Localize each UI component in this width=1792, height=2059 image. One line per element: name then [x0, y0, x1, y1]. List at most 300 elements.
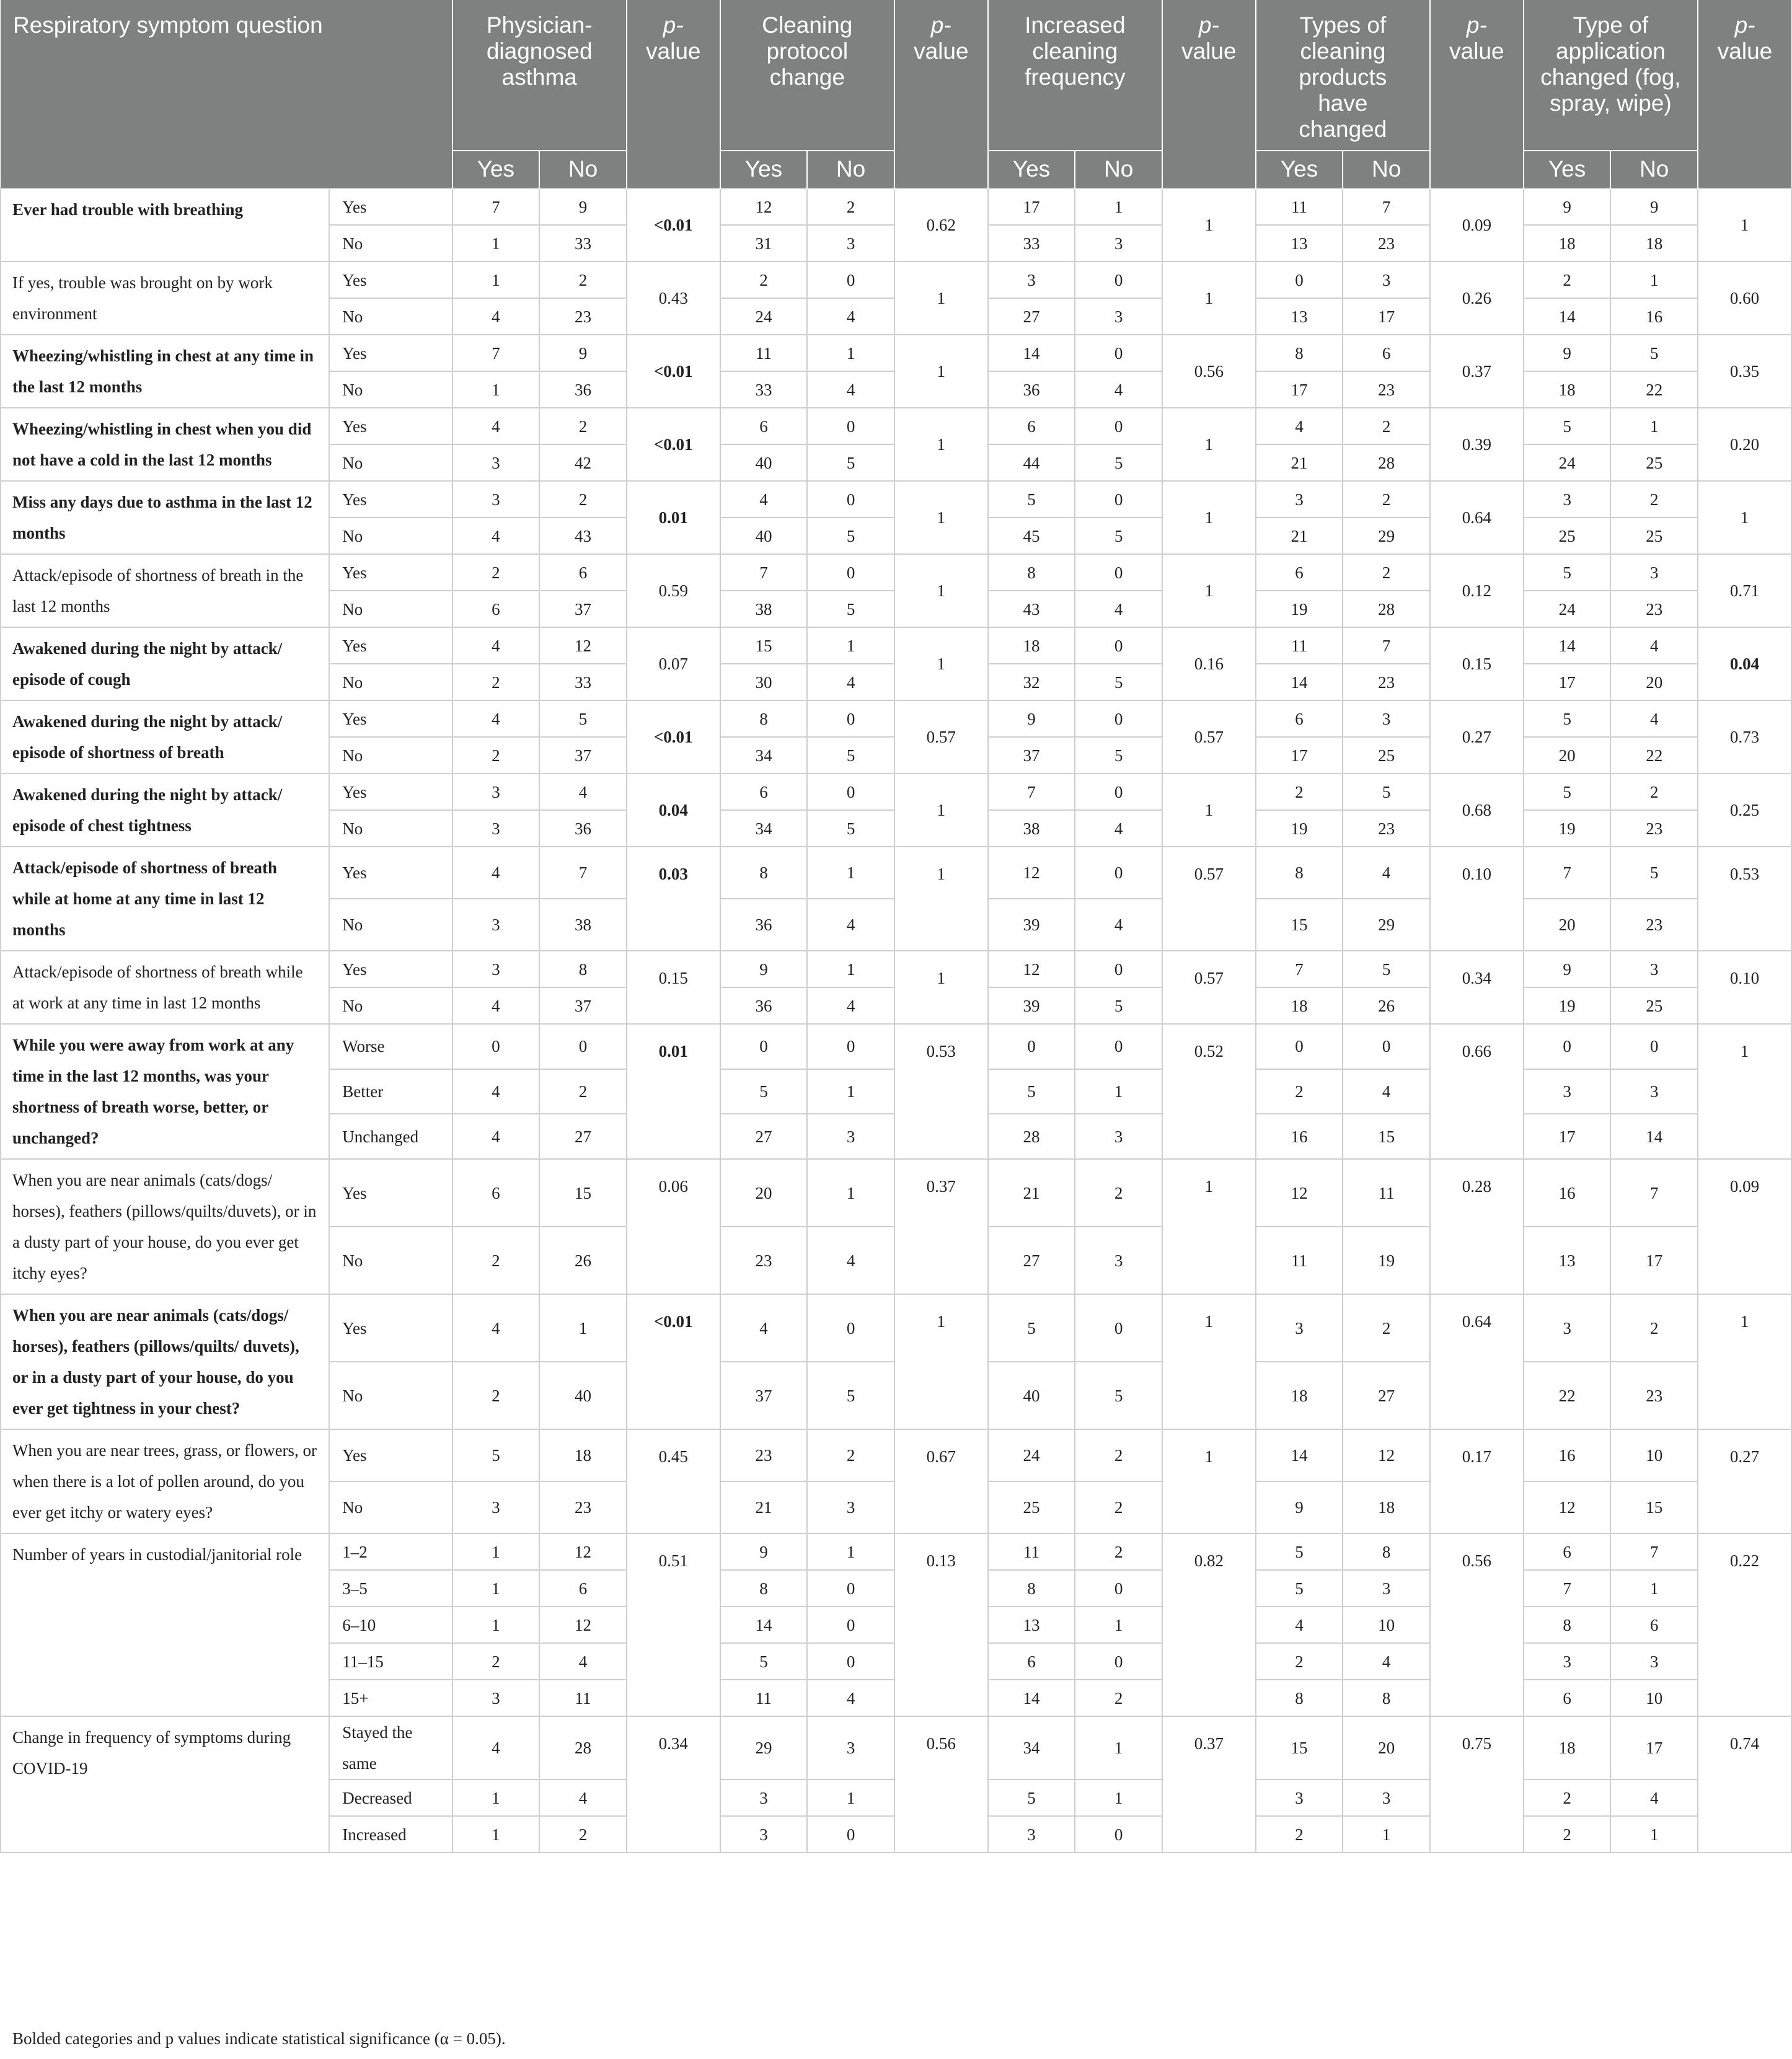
yes-count-cell: 3 [1524, 481, 1611, 518]
no-count-cell: 2 [1075, 1429, 1162, 1481]
yes-count-cell: 3 [988, 1816, 1075, 1853]
yes-count-cell: 38 [988, 810, 1075, 847]
pvalue-cell: 0.17 [1430, 1429, 1524, 1533]
pvalue-cell: 0.27 [1430, 700, 1524, 774]
yes-count-cell: 6 [452, 1159, 540, 1227]
yes-count-cell: 13 [1524, 1227, 1611, 1294]
no-count-cell: 37 [539, 591, 627, 627]
pvalue-cell: 0.26 [1430, 262, 1524, 335]
pvalue-cell: 0.37 [894, 1159, 988, 1294]
yes-count-cell: 9 [1524, 188, 1611, 225]
pvalue-cell: 0.75 [1430, 1716, 1524, 1853]
pvalue-cell: 1 [1162, 408, 1256, 481]
question-cell: When you are near animals (cats/dogs/ horses), feathers (pillows/quilts/ duvets), or in a dusty part of your house, do you ever get tightness in your chest? [1, 1294, 329, 1429]
no-count-cell: 0 [1075, 481, 1162, 518]
pvalue-cell: 1 [894, 627, 988, 700]
response-level-cell: No [329, 737, 452, 774]
no-count-cell: 0 [1075, 774, 1162, 810]
no-count-cell: 4 [1343, 1643, 1430, 1680]
response-level-cell: Yes [329, 188, 452, 225]
no-count-cell: 5 [1075, 664, 1162, 700]
yes-count-cell: 19 [1256, 810, 1343, 847]
response-level-cell: No [329, 987, 452, 1024]
response-level-cell: No [329, 298, 452, 335]
question-cell: While you were away from work at any time in the last 12 months, was your shortness of breath worse, better, or unchanged? [1, 1024, 329, 1159]
question-cell: Awakened during the night by attack/ episode of chest tightness [1, 774, 329, 847]
no-count-cell: 2 [539, 1069, 627, 1114]
no-count-cell: 1 [1610, 1570, 1698, 1607]
yes-count-cell: 1 [452, 262, 540, 298]
no-count-cell: 4 [807, 899, 894, 951]
yes-count-cell: 27 [988, 298, 1075, 335]
no-count-cell: 2 [1075, 1481, 1162, 1533]
no-count-cell: 23 [1610, 899, 1698, 951]
no-count-cell: 18 [1610, 225, 1698, 262]
yes-count-cell: 8 [1524, 1607, 1611, 1643]
yes-count-cell: 11 [720, 1680, 808, 1716]
no-subheader: No [1610, 151, 1698, 188]
yes-count-cell: 36 [720, 899, 808, 951]
no-subheader: No [1343, 151, 1430, 188]
yes-count-cell: 37 [720, 1362, 808, 1429]
pvalue-cell: 1 [1162, 1294, 1256, 1429]
yes-count-cell: 4 [452, 298, 540, 335]
group-header-line: Physician- [486, 12, 593, 38]
yes-count-cell: 34 [988, 1716, 1075, 1779]
yes-count-cell: 1 [452, 1816, 540, 1853]
no-count-cell: 5 [807, 810, 894, 847]
no-count-cell: 0 [1075, 700, 1162, 737]
response-level-cell: Yes [329, 700, 452, 737]
yes-count-cell: 18 [1256, 1362, 1343, 1429]
group-header-line: products [1299, 64, 1387, 90]
no-count-cell: 4 [1343, 847, 1430, 899]
no-count-cell: 22 [1610, 371, 1698, 408]
pvalue-cell: 0.74 [1698, 1716, 1791, 1853]
no-count-cell: 5 [1075, 444, 1162, 481]
pvalue-cell: 1 [1162, 188, 1256, 262]
no-count-cell: 1 [807, 847, 894, 899]
pvalue-cell: 0.64 [1430, 481, 1524, 554]
pvalue-header-line: p- [1198, 12, 1219, 38]
question-cell: Attack/episode of shortness of breath in the last 12 months [1, 554, 329, 627]
no-count-cell: 1 [1075, 1607, 1162, 1643]
no-count-cell: 5 [1075, 518, 1162, 554]
yes-count-cell: 1 [452, 1779, 540, 1816]
yes-count-cell: 14 [988, 1680, 1075, 1716]
yes-count-cell: 5 [720, 1069, 808, 1114]
pvalue-cell: 0.16 [1162, 627, 1256, 700]
yes-count-cell: 8 [720, 700, 808, 737]
no-count-cell: 0 [807, 262, 894, 298]
no-count-cell: 15 [1610, 1481, 1698, 1533]
table-header [1, 0, 1791, 188]
pvalue-cell: 0.68 [1430, 774, 1524, 847]
response-level-cell: Yes [329, 262, 452, 298]
no-count-cell: 0 [1075, 1024, 1162, 1069]
no-count-cell: 3 [1610, 1643, 1698, 1680]
no-count-cell: 2 [807, 1429, 894, 1481]
yes-count-cell: 19 [1524, 810, 1611, 847]
no-count-cell: 33 [539, 664, 627, 700]
yes-count-cell: 5 [1524, 554, 1611, 591]
no-count-cell: 28 [1343, 591, 1430, 627]
pvalue-cell: 0.73 [1698, 700, 1791, 774]
no-count-cell: 0 [1075, 847, 1162, 899]
yes-count-cell: 2 [452, 664, 540, 700]
no-count-cell: 2 [1610, 1294, 1698, 1362]
yes-count-cell: 37 [988, 737, 1075, 774]
no-count-cell: 2 [539, 262, 627, 298]
no-count-cell: 6 [1610, 1607, 1698, 1643]
no-count-cell: 2 [539, 481, 627, 518]
group-header-line: cleaning [1300, 38, 1386, 64]
yes-count-cell: 40 [720, 518, 808, 554]
yes-count-cell: 9 [1256, 1481, 1343, 1533]
yes-count-cell: 12 [720, 188, 808, 225]
yes-count-cell: 12 [988, 847, 1075, 899]
pvalue-cell: 1 [1698, 481, 1791, 554]
question-cell: Attack/episode of shortness of breath while at home at any time in last 12 months [1, 847, 329, 951]
no-count-cell: 0 [1075, 335, 1162, 371]
yes-count-cell: 23 [720, 1429, 808, 1481]
yes-count-cell: 19 [1524, 987, 1611, 1024]
yes-count-cell: 8 [1256, 1680, 1343, 1716]
no-count-cell: 1 [807, 1069, 894, 1114]
pvalue-cell: 0.09 [1698, 1159, 1791, 1294]
group-header-line: changed (fog, [1540, 64, 1681, 90]
no-count-cell: 2 [1343, 554, 1430, 591]
response-level-cell: 11–15 [329, 1643, 452, 1680]
yes-count-cell: 3 [1256, 1779, 1343, 1816]
yes-count-cell: 3 [988, 262, 1075, 298]
no-count-cell: 2 [1075, 1533, 1162, 1570]
no-count-cell: 0 [1075, 1643, 1162, 1680]
no-count-cell: 1 [807, 627, 894, 664]
question-cell: Wheezing/whistling in chest at any time in the last 12 months [1, 335, 329, 408]
yes-count-cell: 28 [988, 1114, 1075, 1159]
yes-count-cell: 3 [720, 1816, 808, 1853]
yes-count-cell: 2 [1256, 774, 1343, 810]
group-header-line: have [1318, 90, 1368, 116]
response-level-cell: No [329, 225, 452, 262]
pvalue-header-line: p- [1466, 12, 1487, 38]
no-count-cell: 15 [539, 1159, 627, 1227]
pvalue-cell: 1 [894, 951, 988, 1024]
group-header [720, 0, 894, 151]
yes-count-cell: 24 [1524, 444, 1611, 481]
no-count-cell: 4 [539, 1643, 627, 1680]
group-header-line: cleaning [1032, 38, 1118, 64]
no-count-cell: 1 [807, 1533, 894, 1570]
pvalue-cell: 0.34 [627, 1716, 720, 1853]
table-row [1, 1533, 1791, 1570]
yes-count-cell: 3 [452, 1481, 540, 1533]
yes-count-cell: 3 [452, 810, 540, 847]
no-count-cell: 16 [1610, 298, 1698, 335]
pvalue-header-line: p- [930, 12, 951, 38]
yes-count-cell: 2 [1524, 1816, 1611, 1853]
yes-count-cell: 17 [1524, 1114, 1611, 1159]
no-count-cell: 4 [1075, 591, 1162, 627]
yes-count-cell: 8 [720, 1570, 808, 1607]
no-count-cell: 10 [1343, 1607, 1430, 1643]
pvalue-cell: 0.45 [627, 1429, 720, 1533]
yes-count-cell: 0 [1256, 262, 1343, 298]
yes-count-cell: 0 [720, 1024, 808, 1069]
yes-count-cell: 3 [452, 444, 540, 481]
response-level-cell: No [329, 664, 452, 700]
table-footnote: Bolded categories and p values indicate statistical significance (α = 0.05). [12, 2029, 506, 2048]
yes-count-cell: 14 [1524, 298, 1611, 335]
no-subheader: No [539, 151, 627, 188]
pvalue-cell: 0.10 [1698, 951, 1791, 1024]
no-count-cell: 26 [1343, 987, 1430, 1024]
yes-count-cell: 36 [720, 987, 808, 1024]
yes-count-cell: 0 [1524, 1024, 1611, 1069]
no-count-cell: 12 [1343, 1429, 1430, 1481]
group-header-line: spray, wipe) [1550, 90, 1672, 116]
no-count-cell: 0 [807, 554, 894, 591]
no-count-cell: 5 [807, 1362, 894, 1429]
yes-count-cell: 4 [452, 1716, 540, 1779]
pvalue-cell: 0.27 [1698, 1429, 1791, 1533]
yes-count-cell: 19 [1256, 591, 1343, 627]
response-level-cell: Unchanged [329, 1114, 452, 1159]
no-count-cell: 3 [1075, 298, 1162, 335]
pvalue-cell: 0.37 [1162, 1716, 1256, 1853]
no-count-cell: 4 [1343, 1069, 1430, 1114]
pvalue-header-line: value [646, 38, 701, 64]
pvalue-cell: 0.20 [1698, 408, 1791, 481]
question-cell: When you are near animals (cats/dogs/ horses), feathers (pillows/quilts/duvets), or in a dusty part of your house, do you ever get itchy eyes? [1, 1159, 329, 1294]
pvalue-cell: 0.64 [1430, 1294, 1524, 1429]
no-count-cell: 17 [1610, 1227, 1698, 1294]
yes-count-cell: 1 [452, 1607, 540, 1643]
pvalue-column-header [894, 0, 988, 188]
no-count-cell: 8 [539, 951, 627, 987]
question-cell: Wheezing/whistling in chest when you did not have a cold in the last 12 months [1, 408, 329, 481]
no-count-cell: 3 [1343, 1570, 1430, 1607]
pvalue-cell: 1 [1698, 1024, 1791, 1159]
yes-count-cell: 4 [452, 847, 540, 899]
group-header-line: Increased [1025, 12, 1126, 38]
table-body [1, 188, 1791, 1853]
yes-count-cell: 0 [452, 1024, 540, 1069]
yes-count-cell: 0 [988, 1024, 1075, 1069]
table-row [1, 188, 1791, 225]
pvalue-cell: 1 [894, 1294, 988, 1429]
no-count-cell: 0 [539, 1024, 627, 1069]
no-count-cell: 23 [1343, 664, 1430, 700]
yes-count-cell: 18 [1524, 371, 1611, 408]
no-count-cell: 0 [1075, 554, 1162, 591]
no-count-cell: 4 [1075, 810, 1162, 847]
pvalue-cell: 0.12 [1430, 554, 1524, 627]
no-count-cell: 4 [1610, 1779, 1698, 1816]
table-row [1, 774, 1791, 810]
no-count-cell: 23 [1610, 810, 1698, 847]
no-count-cell: 5 [807, 518, 894, 554]
no-count-cell: 12 [539, 1607, 627, 1643]
no-count-cell: 20 [1610, 664, 1698, 700]
no-count-cell: 23 [1610, 591, 1698, 627]
no-count-cell: 23 [1610, 1362, 1698, 1429]
yes-count-cell: 23 [720, 1227, 808, 1294]
no-count-cell: 1 [1075, 188, 1162, 225]
no-count-cell: 7 [539, 847, 627, 899]
response-level-cell: Yes [329, 408, 452, 444]
response-level-cell: Yes [329, 847, 452, 899]
yes-count-cell: 1 [452, 371, 540, 408]
yes-count-cell: 14 [1524, 627, 1611, 664]
no-count-cell: 22 [1610, 737, 1698, 774]
no-count-cell: 9 [539, 188, 627, 225]
yes-count-cell: 4 [452, 1114, 540, 1159]
response-level-cell: 1–2 [329, 1533, 452, 1570]
no-count-cell: 4 [1610, 627, 1698, 664]
no-count-cell: 0 [807, 700, 894, 737]
pvalue-cell: <0.01 [627, 1294, 720, 1429]
yes-count-cell: 4 [1256, 1607, 1343, 1643]
yes-count-cell: 6 [1524, 1533, 1611, 1570]
yes-count-cell: 2 [1256, 1069, 1343, 1114]
yes-count-cell: 14 [1256, 1429, 1343, 1481]
yes-count-cell: 25 [988, 1481, 1075, 1533]
pvalue-cell: 1 [1162, 481, 1256, 554]
question-cell: When you are near trees, grass, or flowers, or when there is a lot of pollen around, do you ever get itchy or watery eyes? [1, 1429, 329, 1533]
no-count-cell: 1 [807, 951, 894, 987]
yes-count-cell: 13 [988, 1607, 1075, 1643]
table-row [1, 951, 1791, 987]
yes-count-cell: 5 [1256, 1570, 1343, 1607]
no-count-cell: 7 [1610, 1159, 1698, 1227]
yes-count-cell: 3 [452, 1680, 540, 1716]
yes-count-cell: 14 [1256, 664, 1343, 700]
yes-count-cell: 4 [452, 1069, 540, 1114]
no-count-cell: 23 [1343, 225, 1430, 262]
yes-count-cell: 2 [720, 262, 808, 298]
pvalue-cell: 0.56 [1430, 1533, 1524, 1716]
response-level-cell: Stayed the same [329, 1716, 452, 1779]
group-header-line: Types of [1299, 12, 1387, 38]
no-count-cell: 2 [539, 408, 627, 444]
yes-count-cell: 17 [1524, 664, 1611, 700]
no-count-cell: 2 [1075, 1159, 1162, 1227]
yes-count-cell: 3 [452, 899, 540, 951]
response-level-cell: 6–10 [329, 1607, 452, 1643]
no-count-cell: 5 [807, 591, 894, 627]
no-count-cell: 1 [807, 335, 894, 371]
no-count-cell: 25 [1343, 737, 1430, 774]
no-count-cell: 1 [1075, 1716, 1162, 1779]
response-level-cell: 3–5 [329, 1570, 452, 1607]
pvalue-cell: 0.53 [1698, 847, 1791, 951]
no-count-cell: 0 [1075, 627, 1162, 664]
question-cell: Change in frequency of symptoms during COVID-19 [1, 1716, 329, 1853]
yes-count-cell: 5 [988, 1779, 1075, 1816]
pvalue-column-header [1698, 0, 1791, 188]
no-count-cell: 15 [1343, 1114, 1430, 1159]
yes-count-cell: 31 [720, 225, 808, 262]
pvalue-cell: 0.53 [894, 1024, 988, 1159]
no-count-cell: 6 [1343, 335, 1430, 371]
yes-count-cell: 14 [720, 1607, 808, 1643]
pvalue-cell: 0.07 [627, 627, 720, 700]
pvalue-cell: 1 [1162, 774, 1256, 847]
yes-count-cell: 17 [988, 188, 1075, 225]
yes-count-cell: 25 [1524, 518, 1611, 554]
no-count-cell: 26 [539, 1227, 627, 1294]
question-cell: Ever had trouble with breathing [1, 188, 329, 262]
yes-count-cell: 3 [1524, 1643, 1611, 1680]
pvalue-cell: 1 [1162, 262, 1256, 335]
yes-count-cell: 6 [1256, 700, 1343, 737]
pvalue-cell: 0.66 [1430, 1024, 1524, 1159]
question-cell: Miss any days due to asthma in the last 12 months [1, 481, 329, 554]
pvalue-header-line: value [1717, 38, 1773, 64]
no-count-cell: 3 [1343, 1779, 1430, 1816]
no-count-cell: 1 [539, 1294, 627, 1362]
yes-count-cell: 5 [988, 1069, 1075, 1114]
pvalue-cell: 0.13 [894, 1533, 988, 1716]
yes-count-cell: 3 [452, 774, 540, 810]
pvalue-cell: 0.35 [1698, 335, 1791, 408]
yes-count-cell: 1 [452, 1533, 540, 1570]
pvalue-cell: 0.03 [627, 847, 720, 951]
group-header [452, 0, 627, 151]
no-count-cell: 8 [1343, 1680, 1430, 1716]
no-count-cell: 18 [539, 1429, 627, 1481]
yes-count-cell: 21 [1256, 518, 1343, 554]
no-count-cell: 0 [1075, 262, 1162, 298]
yes-count-cell: 18 [1256, 987, 1343, 1024]
yes-count-cell: 17 [1256, 371, 1343, 408]
no-count-cell: 3 [1610, 554, 1698, 591]
no-count-cell: 5 [539, 700, 627, 737]
yes-count-cell: 5 [1524, 774, 1611, 810]
yes-count-cell: 17 [1256, 737, 1343, 774]
pvalue-header-line: p- [1734, 12, 1755, 38]
yes-count-cell: 3 [452, 951, 540, 987]
pvalue-cell: 0.56 [1162, 335, 1256, 408]
no-count-cell: 4 [807, 298, 894, 335]
yes-count-cell: 34 [720, 810, 808, 847]
response-level-cell: No [329, 518, 452, 554]
pvalue-cell: 1 [1162, 1429, 1256, 1533]
no-count-cell: 4 [539, 1779, 627, 1816]
no-count-cell: 23 [539, 1481, 627, 1533]
no-count-cell: 5 [1075, 1362, 1162, 1429]
yes-count-cell: 12 [1256, 1159, 1343, 1227]
no-count-cell: 6 [539, 1570, 627, 1607]
no-count-cell: 1 [1343, 1816, 1430, 1853]
no-count-cell: 1 [1610, 408, 1698, 444]
pvalue-cell: 0.28 [1430, 1159, 1524, 1294]
response-level-cell: Worse [329, 1024, 452, 1069]
yes-count-cell: 8 [988, 554, 1075, 591]
no-count-cell: 0 [807, 1024, 894, 1069]
yes-count-cell: 4 [452, 408, 540, 444]
no-count-cell: 3 [807, 225, 894, 262]
yes-count-cell: 12 [1524, 1481, 1611, 1533]
group-header-line: protocol [766, 38, 849, 64]
no-count-cell: 25 [1610, 444, 1698, 481]
pvalue-cell: 0.57 [894, 700, 988, 774]
no-subheader: No [1075, 151, 1162, 188]
pvalue-cell: 0.52 [1162, 1024, 1256, 1159]
yes-count-cell: 16 [1524, 1159, 1611, 1227]
